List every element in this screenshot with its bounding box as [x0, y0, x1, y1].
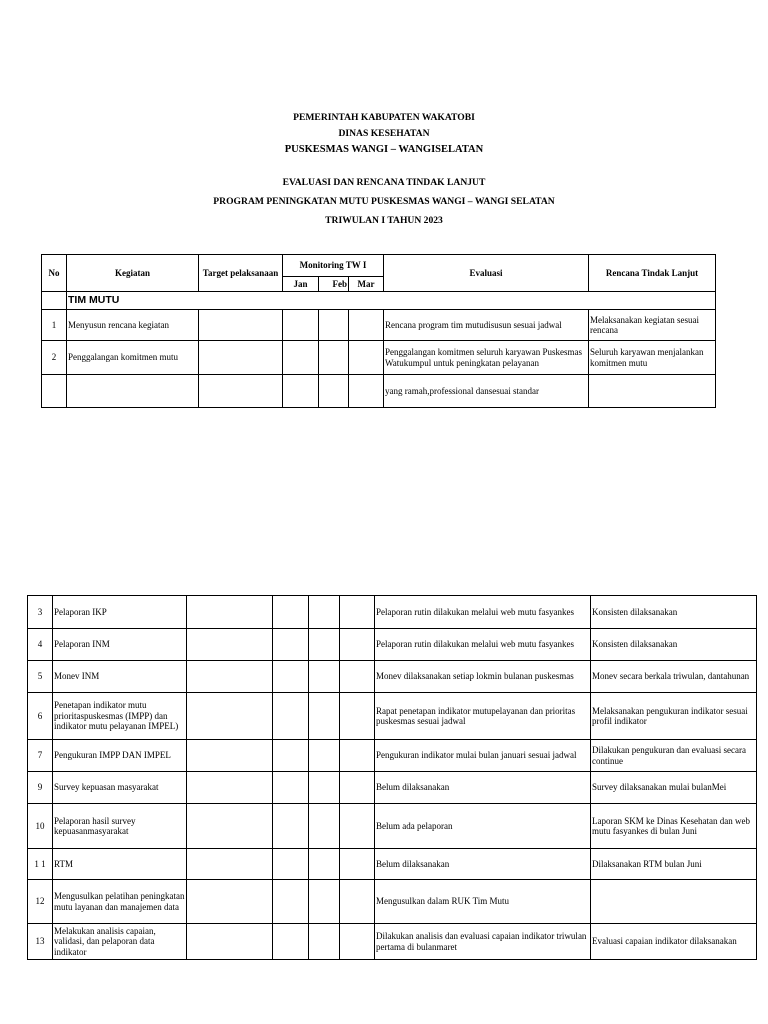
- row-mar: [340, 849, 375, 880]
- row-jan: [273, 661, 309, 693]
- row-kegiatan: Mengusulkan pelatihan peningkatan mutu layanan dan manajemen data: [53, 880, 187, 924]
- table-row: [28, 596, 757, 629]
- row-evaluasi: Belum ada pelaporan: [375, 804, 591, 849]
- row-kegiatan: Pelaporan hasil survey kepuasanmasyarakat: [53, 804, 187, 849]
- table-row: [42, 375, 716, 408]
- row-feb: [309, 693, 340, 740]
- row-no: 4: [28, 629, 53, 661]
- row-evaluasi: yang ramah,professional dansesuai standar: [384, 375, 589, 408]
- row-mar: [340, 693, 375, 740]
- row-rtl: Monev secara berkala triwulan, dantahunan: [591, 661, 757, 693]
- column-header-kegiatan: Kegiatan: [67, 255, 199, 292]
- row-no: 1 1: [28, 849, 53, 880]
- column-header-monitoring: Monitoring TW I: [283, 255, 384, 277]
- column-header-evaluasi: Evaluasi: [384, 255, 589, 292]
- row-feb: [309, 880, 340, 924]
- column-header-mar: Mar: [349, 277, 384, 292]
- row-no: 5: [28, 661, 53, 693]
- table-row: [28, 924, 757, 960]
- header-line-4: EVALUASI DAN RENCANA TINDAK LANJUT: [282, 177, 486, 188]
- section-spacer-cell: [42, 292, 67, 310]
- row-mar: [340, 772, 375, 804]
- row-evaluasi: Rapat penetapan indikator mutupelayanan dan prioritas puskesmas sesuai jadwal: [375, 693, 591, 740]
- row-rtl: [591, 880, 757, 924]
- row-feb: [309, 772, 340, 804]
- row-mar: [340, 880, 375, 924]
- row-mar: [349, 341, 384, 375]
- row-jan: [273, 924, 309, 960]
- row-no: 3: [28, 596, 53, 629]
- row-target: [187, 740, 273, 772]
- row-rtl: Dilaksanakan RTM bulan Juni: [591, 849, 757, 880]
- row-no: 2: [42, 341, 67, 375]
- row-kegiatan: [67, 375, 199, 408]
- header-line-1: PEMERINTAH KABUPATEN WAKATOBI: [293, 112, 475, 123]
- row-feb: [319, 375, 349, 408]
- row-feb: [309, 596, 340, 629]
- row-rtl: Melaksanakan pengukuran indikator sesuai profil indikator: [591, 693, 757, 740]
- row-target: [187, 804, 273, 849]
- row-feb: [319, 341, 349, 375]
- table-row: [28, 804, 757, 849]
- row-jan: [283, 341, 319, 375]
- row-kegiatan: Penggalangan komitmen mutu: [67, 341, 199, 375]
- row-jan: [273, 693, 309, 740]
- row-no: 12: [28, 880, 53, 924]
- row-jan: [283, 310, 319, 341]
- row-rtl: Seluruh karyawan menjalankan komitmen mutu: [589, 341, 716, 375]
- row-rtl: Dilakukan pengukuran dan evaluasi secara continue: [591, 740, 757, 772]
- row-kegiatan: Menyusun rencana kegiatan: [67, 310, 199, 341]
- table-row: [28, 880, 757, 924]
- table-row: [42, 310, 716, 341]
- column-header-jan: Jan: [283, 277, 319, 292]
- row-target: [187, 880, 273, 924]
- row-no: 13: [28, 924, 53, 960]
- row-feb: [309, 661, 340, 693]
- row-jan: [273, 880, 309, 924]
- row-no: [42, 375, 67, 408]
- column-header-rtl: Rencana Tindak Lanjut: [589, 255, 716, 292]
- header-line-2: DINAS KESEHATAN: [338, 128, 430, 139]
- row-evaluasi: Rencana program tim mutudisusun sesuai jadwal: [384, 310, 589, 341]
- row-mar: [340, 629, 375, 661]
- row-kegiatan: Pengukuran IMPP DAN IMPEL: [53, 740, 187, 772]
- section-title: TIM MUTU: [67, 292, 716, 310]
- row-rtl: [589, 375, 716, 408]
- row-kegiatan: RTM: [53, 849, 187, 880]
- row-target: [199, 375, 283, 408]
- row-kegiatan: Penetapan indikator mutu prioritaspuskesmas (IMPP) dan indikator mutu pelayanan IMPEL): [53, 693, 187, 740]
- row-jan: [273, 772, 309, 804]
- column-header-feb: Feb: [319, 277, 349, 292]
- row-no: 7: [28, 740, 53, 772]
- row-mar: [349, 375, 384, 408]
- row-rtl: Melaksanakan kegiatan sesuai rencana: [589, 310, 716, 341]
- row-target: [187, 661, 273, 693]
- evaluation-table-page-2: [27, 595, 757, 960]
- header-line-5: PROGRAM PENINGKATAN MUTU PUSKESMAS WANGI – WANGI SELATAN: [213, 196, 555, 207]
- row-kegiatan: Pelaporan INM: [53, 629, 187, 661]
- header-line-3: PUSKESMAS WANGI – WANGISELATAN: [284, 144, 484, 155]
- row-no: 10: [28, 804, 53, 849]
- table-row: [28, 849, 757, 880]
- row-evaluasi: Monev dilaksanakan setiap lokmin bulanan puskesmas: [375, 661, 591, 693]
- row-rtl: Survey dilaksanakan mulai bulanMei: [591, 772, 757, 804]
- row-target: [199, 310, 283, 341]
- row-mar: [340, 740, 375, 772]
- table-row: [28, 629, 757, 661]
- row-feb: [309, 804, 340, 849]
- row-target: [187, 693, 273, 740]
- row-jan: [273, 629, 309, 661]
- row-rtl: Konsisten dilaksanakan: [591, 629, 757, 661]
- row-rtl: Laporan SKM ke Dinas Kesehatan dan web mutu fasyankes di bulan Juni: [591, 804, 757, 849]
- row-kegiatan: Monev INM: [53, 661, 187, 693]
- row-mar: [349, 310, 384, 341]
- row-evaluasi: Penggalangan komitmen seluruh karyawan Puskesmas Watukumpul untuk peningkatan pelayanan: [384, 341, 589, 375]
- row-kegiatan: Melakukan analisis capaian, validasi, dan pelaporan data indikator: [53, 924, 187, 960]
- row-target: [187, 629, 273, 661]
- column-header-target: Target pelaksanaan: [199, 255, 283, 292]
- row-evaluasi: Dilakukan analisis dan evaluasi capaian indikator triwulan pertama di bulanmaret: [375, 924, 591, 960]
- row-feb: [309, 740, 340, 772]
- row-evaluasi: Belum dilaksanakan: [375, 849, 591, 880]
- row-rtl: Konsisten dilaksanakan: [591, 596, 757, 629]
- table-row: [28, 661, 757, 693]
- row-no: 1: [42, 310, 67, 341]
- row-rtl: Evaluasi capaian indikator dilaksanakan: [591, 924, 757, 960]
- row-mar: [340, 661, 375, 693]
- table-row: [28, 693, 757, 740]
- row-feb: [309, 629, 340, 661]
- evaluation-table-page-1: [41, 254, 716, 408]
- header-line-6: TRIWULAN I TAHUN 2023: [325, 215, 443, 226]
- row-evaluasi: Belum dilaksanakan: [375, 772, 591, 804]
- row-jan: [273, 849, 309, 880]
- row-jan: [283, 375, 319, 408]
- row-jan: [273, 596, 309, 629]
- row-target: [199, 341, 283, 375]
- row-target: [187, 849, 273, 880]
- row-kegiatan: Survey kepuasan masyarakat: [53, 772, 187, 804]
- row-no: 9: [28, 772, 53, 804]
- row-jan: [273, 740, 309, 772]
- row-target: [187, 924, 273, 960]
- row-feb: [309, 849, 340, 880]
- row-jan: [273, 804, 309, 849]
- row-kegiatan: Pelaporan IKP: [53, 596, 187, 629]
- table-row: [28, 740, 757, 772]
- row-mar: [340, 924, 375, 960]
- row-evaluasi: Pengukuran indikator mulai bulan januari sesuai jadwal: [375, 740, 591, 772]
- table-row: [28, 772, 757, 804]
- row-feb: [319, 310, 349, 341]
- row-target: [187, 596, 273, 629]
- row-target: [187, 772, 273, 804]
- row-evaluasi: Pelaporan rutin dilakukan melalui web mutu fasyankes: [375, 596, 591, 629]
- column-header-no: No: [42, 255, 67, 292]
- row-mar: [340, 804, 375, 849]
- row-feb: [309, 924, 340, 960]
- row-mar: [340, 596, 375, 629]
- row-evaluasi: Mengusulkan dalam RUK Tim Mutu: [375, 880, 591, 924]
- row-no: 6: [28, 693, 53, 740]
- table-row: [42, 341, 716, 375]
- row-evaluasi: Pelaporan rutin dilakukan melalui web mutu fasyankes: [375, 629, 591, 661]
